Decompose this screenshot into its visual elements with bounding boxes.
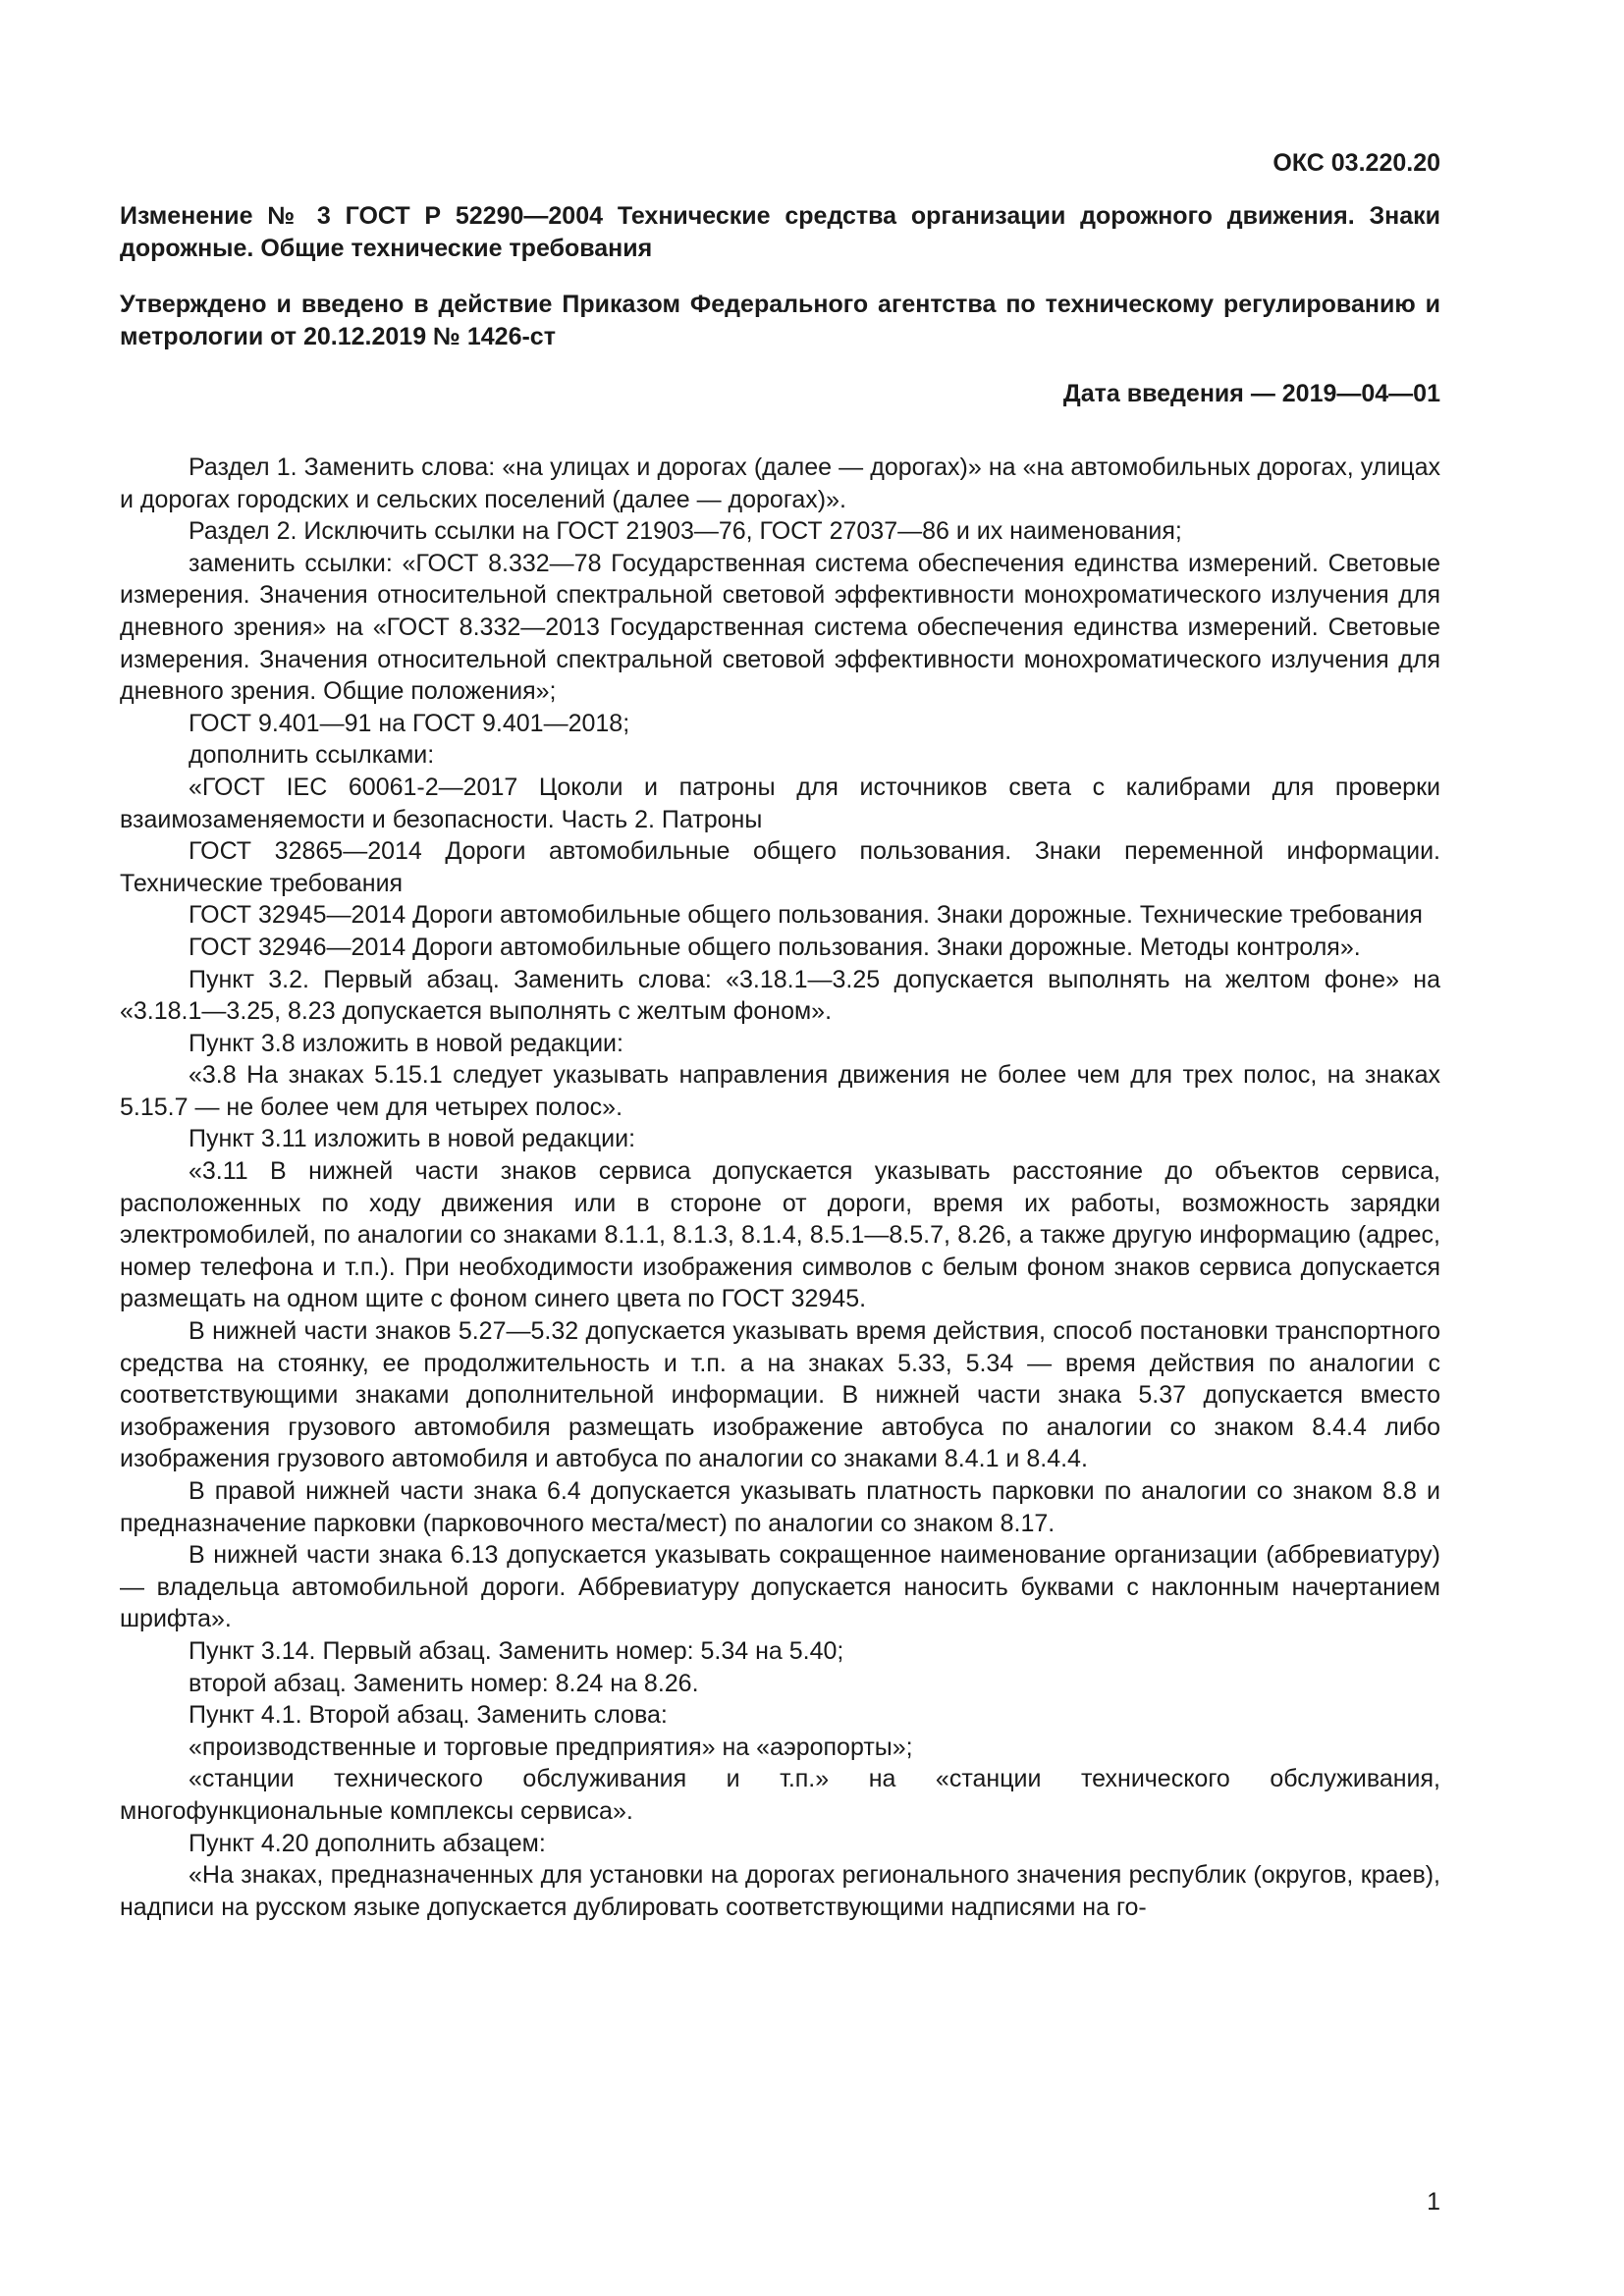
paragraph: «ГОСТ IEC 60061-2—2017 Цоколи и патроны для источников света с калибрами для проверки взаимозаменяемости и безопасности. Часть 2. Патроны [120, 773, 1440, 833]
paragraph: Пункт 3.8 изложить в новой редакции: [189, 1029, 623, 1057]
paragraph: заменить ссылки: «ГОСТ 8.332—78 Государственная система обеспечения единства измерений. Световые измерения. Значения относительной спектральной световой эффективности монохроматического излучения для дневного зрения» на «ГОСТ 8.332—2013 Государственная система обеспечения единства измерений. Световые измерения. Значения относительной спектральной световой эффективности монохроматического излучения для дневного зрения. Общие положения»; [120, 549, 1440, 706]
paragraph: «На знаках, предназначенных для установки на дорогах регионального значения республик (округов, краев), надписи на русском языке допускается дублировать соответствующими надписями на го- [120, 1861, 1440, 1921]
introduction-date: Дата введения — 2019—04—01 [1062, 380, 1440, 407]
paragraph: дополнить ссылками: [189, 741, 435, 770]
paragraph: «производственные и торговые предприятия» на «аэропорты»; [189, 1733, 913, 1761]
paragraph: ГОСТ 32945—2014 Дороги автомобильные общего пользования. Знаки дорожные. Технические требования [189, 901, 1423, 930]
page-number: 1 [1427, 2188, 1440, 2216]
paragraph: ГОСТ 9.401—91 на ГОСТ 9.401—2018; [189, 709, 630, 737]
paragraph: В нижней части знака 6.13 допускается указывать сокращенное наименование организации (аббревиатуру) — владельца автомобильной дороги. Аббревиатуру допускается наносить буквами с наклонным начертанием шрифта». [120, 1541, 1440, 1633]
approval-statement: Утверждено и введено в действие Приказом Федерального агентства по техническому регулированию и метрологии от 20.12.2019 № 1426-ст [120, 291, 1440, 350]
paragraph: Пункт 4.20 дополнить абзацем: [189, 1829, 546, 1857]
paragraph: ГОСТ 32946—2014 Дороги автомобильные общего пользования. Знаки дорожные. Методы контроля». [189, 933, 1361, 961]
paragraph: «3.8 На знаках 5.15.1 следует указывать направления движения не более чем для трех полос, на знаках 5.15.7 — не более чем для четырех полос». [120, 1061, 1440, 1121]
paragraph: «станции технического обслуживания и т.п.» на «станции технического обслуживания, многофункциональные комплексы сервиса». [120, 1765, 1440, 1825]
paragraph: ГОСТ 32865—2014 Дороги автомобильные общего пользования. Знаки переменной информации. Технические требования [120, 837, 1440, 897]
document-page [120, 147, 1440, 1923]
paragraph: Пункт 3.11 изложить в новой редакции: [189, 1125, 636, 1153]
paragraph: В нижней части знаков 5.27—5.32 допускается указывать время действия, способ постановки транспортного средства на стоянку, ее продолжительность и т.п. а на знаках 5.33, 5.34 — время действия по аналогии с соответствующими знаками дополнительной информации. В нижней части знака 5.37 допускается вместо изображения грузового автомобиля размещать изображение автобуса по аналогии со знаком 8.4.4 либо изображения грузового автомобиля и автобуса по аналогии со знаками 8.4.1 и 8.4.4. [120, 1317, 1440, 1473]
document-title: Изменение № 3 ГОСТ Р 52290—2004 Технические средства организации дорожного движения. Знаки дорожные. Общие технические требования [120, 202, 1440, 262]
paragraph: Раздел 1. Заменить слова: «на улицах и дорогах (далее — дорогах)» на «на автомобильных дорогах, улицах и дорогах городских и сельских поселений (далее — дорогах)». [120, 454, 1440, 513]
document-body [120, 452, 1440, 1923]
paragraph: Пункт 4.1. Второй абзац. Заменить слова: [189, 1701, 668, 1730]
paragraph: Пункт 3.14. Первый абзац. Заменить номер: 5.34 на 5.40; [189, 1636, 844, 1665]
paragraph: «3.11 В нижней части знаков сервиса допускается указывать расстояние до объектов сервиса, расположенных по ходу движения или в стороне от дороги, время их работы, возможность зарядки электромобилей, по аналогии со знаками 8.1.1, 8.1.3, 8.1.4, 8.5.1—8.5.7, 8.26, а также другую информацию (адрес, номер телефона и т.п.). При необходимости изображения символов с белым фоном знаков сервиса допускается размещать на одном щите с фоном синего цвета по ГОСТ 32945. [120, 1157, 1440, 1313]
paragraph: второй абзац. Заменить номер: 8.24 на 8.26. [189, 1669, 699, 1697]
paragraph: Пункт 3.2. Первый абзац. Заменить слова: «3.18.1—3.25 допускается выполнять на желтом фоне» на «3.18.1—3.25, 8.23 допускается выполнять с желтым фоном». [120, 965, 1440, 1026]
classification-code: ОКС 03.220.20 [1272, 149, 1440, 177]
paragraph: Раздел 2. Исключить ссылки на ГОСТ 21903—76, ГОСТ 27037—86 и их наименования; [189, 517, 1182, 546]
paragraph: В правой нижней части знака 6.4 допускается указывать платность парковки по аналогии со знаком 8.8 и предназначение парковки (парковочного места/мест) по аналогии со знаком 8.17. [120, 1477, 1440, 1537]
